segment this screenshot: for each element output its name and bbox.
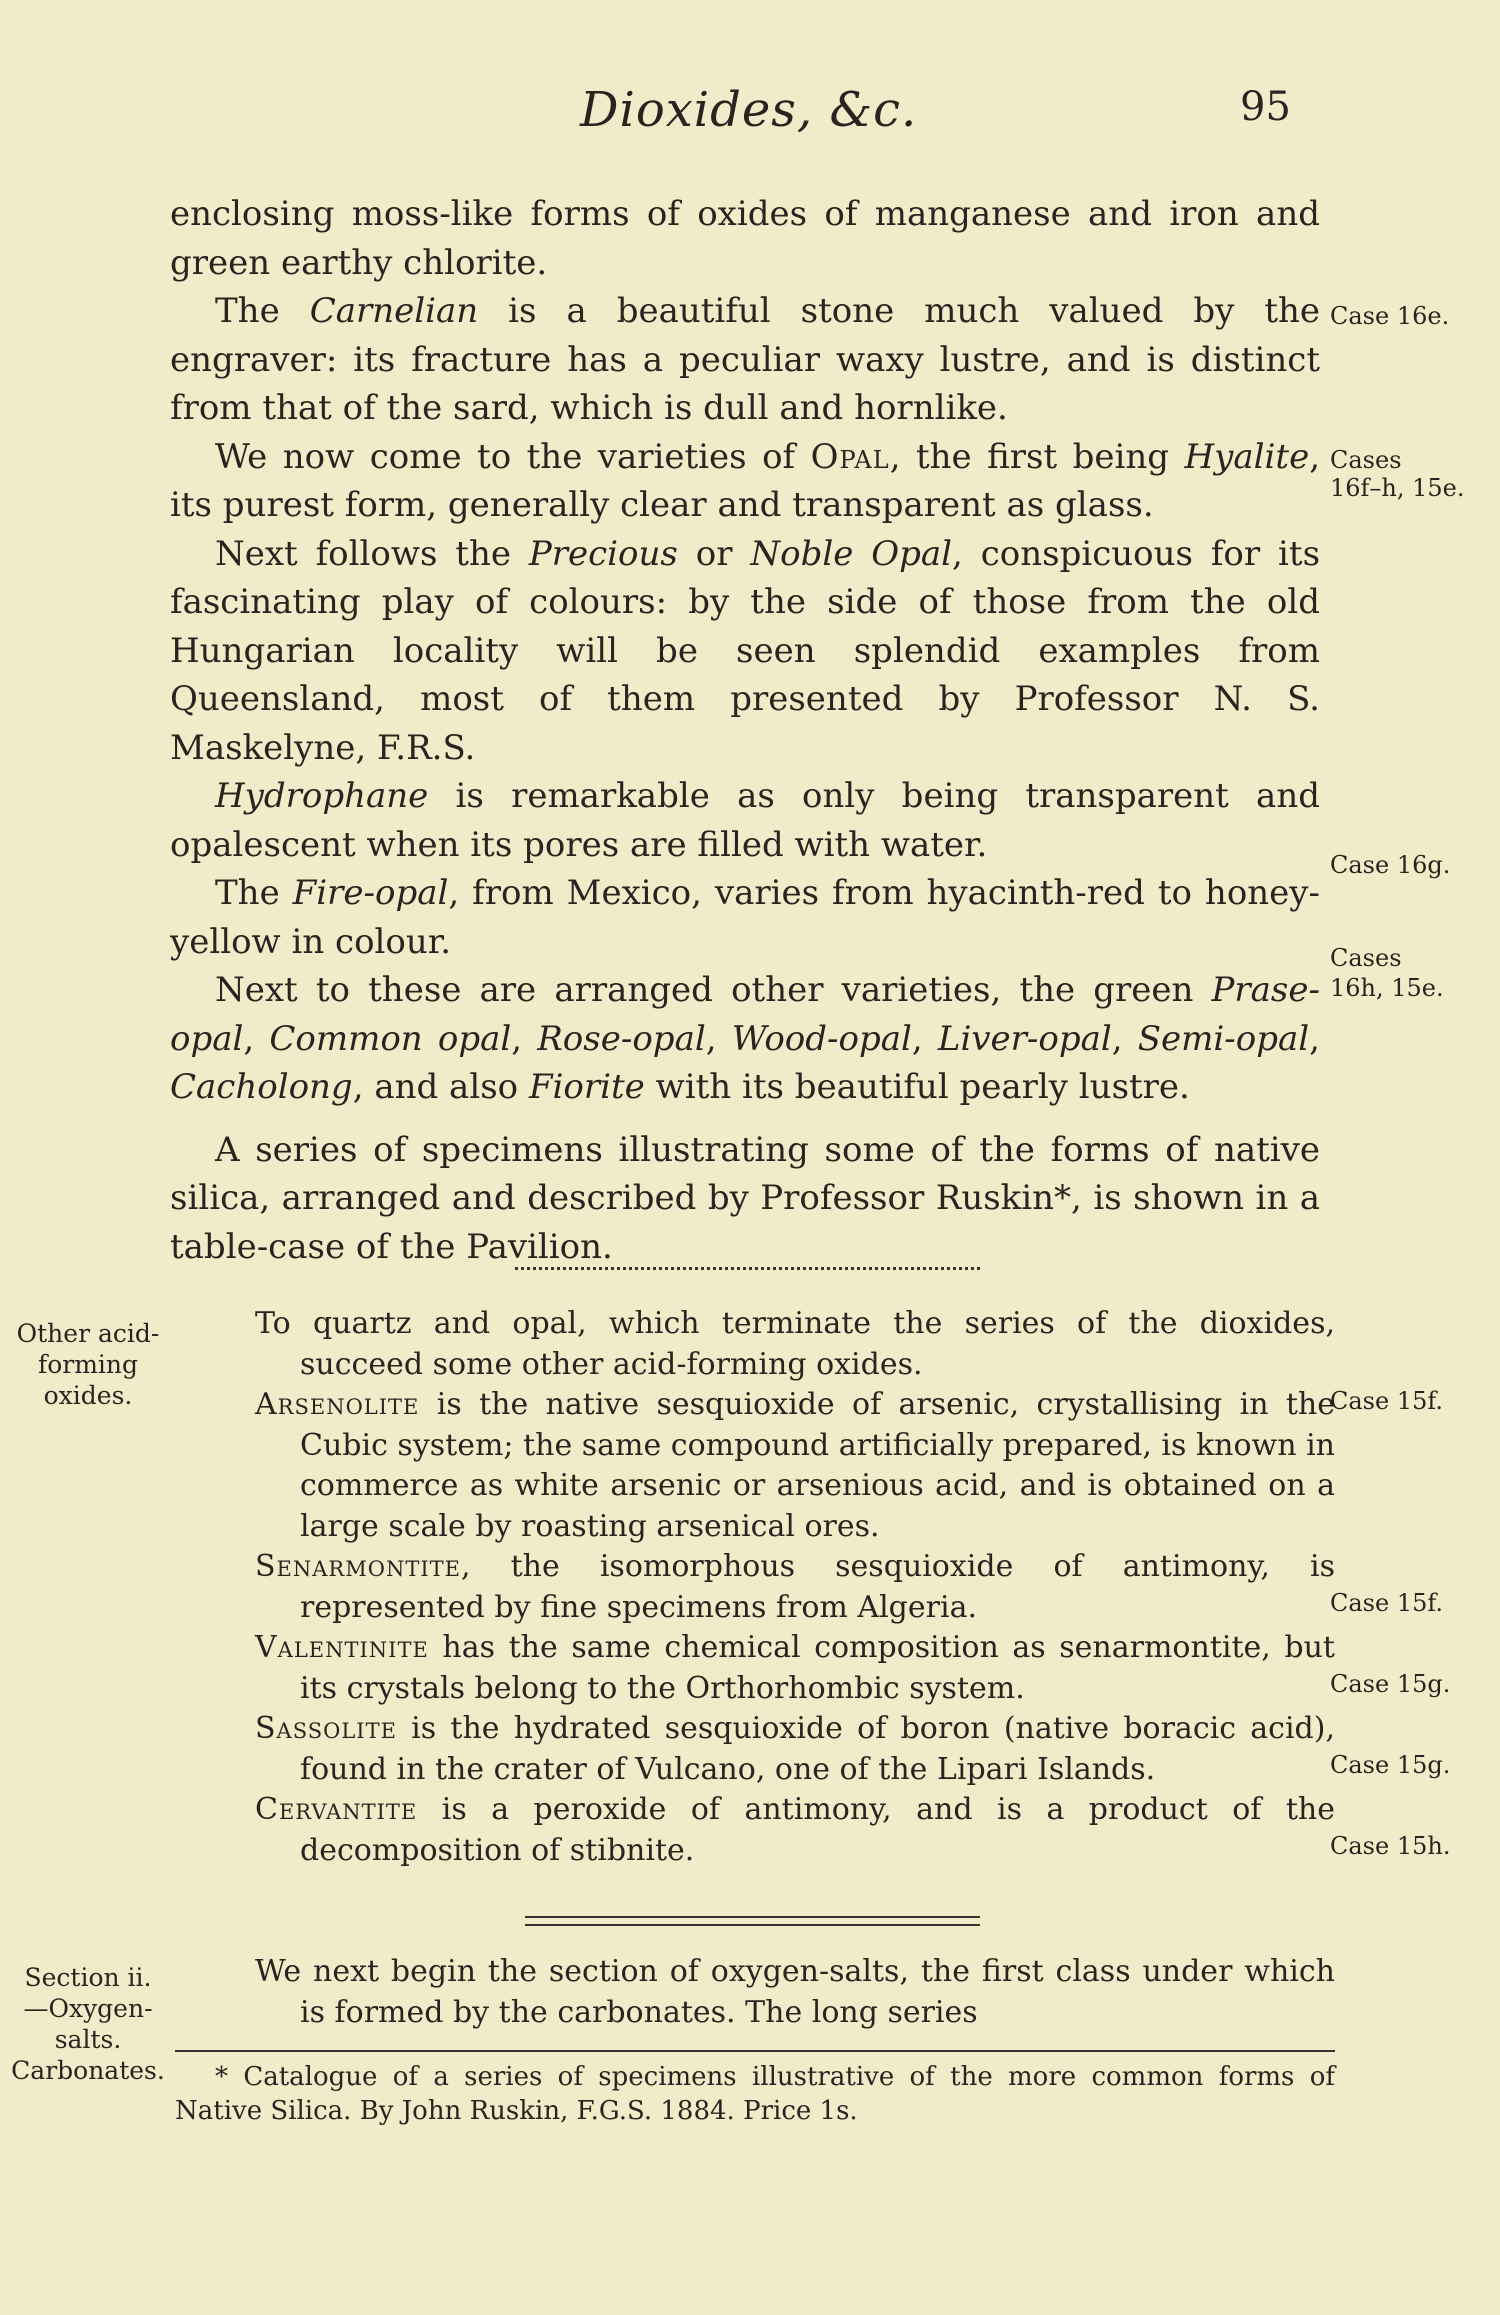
term-hyalite: Hyalite	[1184, 436, 1310, 477]
term-hydrophane: Hydrophane	[215, 776, 429, 816]
term-fire-opal: Fire-opal	[292, 873, 449, 913]
paragraph-fire-opal: The Fire-opal, from Mexico, varies from hyacinth-red to honey-yellow in colour.	[170, 873, 1320, 962]
term-noble-opal: Noble Opal	[750, 533, 953, 574]
paragraph-carnelian: The Carnelian is a beautiful stone much valued by the engraver: its fracture has a peculiar waxy lustre, and is distinct from that of the sard, which is dull and hornlike.	[170, 291, 1320, 428]
margin-case-16e: Case 16e.	[1330, 302, 1450, 330]
term-arsenolite: Arsenolite	[255, 1387, 420, 1422]
margin-cases-16h: 16h, 15e.	[1330, 974, 1444, 1002]
margin-note-acid-oxides: Other acid- forming oxides.	[16, 1319, 160, 1410]
lower-text-block	[255, 1304, 1335, 1871]
margin-case-15f-senarmontite: Case 15f.	[1330, 1589, 1444, 1617]
dotted-divider	[515, 1267, 980, 1270]
page-number: 95	[1240, 84, 1291, 130]
paragraph-precious-opal: Next follows the Precious or Noble Opal, conspicuous for its fascinating play of colours: by the side of those from the old Hungarian locality will be seen splendid examples from Queensland, most of them presented by Professor N. S. Maskelyne, F.R.S.	[170, 533, 1321, 768]
running-title: Dioxides, &c.	[580, 82, 918, 138]
margin-note-section-ii: Section ii. —Oxygen- salts. Carbonates.	[11, 1963, 165, 2085]
margin-case-15h-cervantite: Case 15h.	[1330, 1832, 1451, 1860]
entry-senarmontite: Senarmontite, the isomorphous sesquioxide of antimony, is represented by fine specimens from Algeria.	[255, 1549, 1335, 1625]
margin-cases-16f-h: 16f–h, 15e.	[1330, 474, 1465, 502]
paragraph-acid-oxides-intro: To quartz and opal, which terminate the series of the dioxides, succeed some other acid-forming oxides.	[255, 1306, 1335, 1382]
term-carnelian: Carnelian	[309, 291, 479, 331]
margin-case-16g: Case 16g.	[1330, 851, 1451, 879]
term-precious: Precious	[528, 533, 678, 574]
footnote: * Catalogue of a series of specimens illustrative of the more common forms of Native Silica. By John Ruskin, F.G.S. 1884. Price 1s.	[175, 2062, 1335, 2126]
term-opal: Opal	[810, 436, 890, 477]
margin-case-15f-arsenolite: Case 15f.	[1330, 1387, 1444, 1415]
paragraph-opal: We now come to the varieties of Opal, the first being Hyalite, its purest form, generally clear and transparent as glass.	[170, 436, 1321, 525]
paragraph-ruskin-series: A series of specimens illustrating some of the forms of native silica, arranged and described by Professor Ruskin*, is shown in a table-case of the Pavilion.	[170, 1129, 1320, 1267]
term-valentinite: Valentinite	[255, 1630, 429, 1665]
paragraph-hydrophane: Hydrophane is remarkable as only being transparent and opalescent when its pores are filled with water.	[170, 776, 1320, 865]
entry-arsenolite: Arsenolite is the native sesquioxide of arsenic, crystallising in the Cubic system; the same compound artificially prepared, is known in commerce as white arsenic or arsenious acid, and is obtained on a large scale by roasting arsenical ores.	[255, 1387, 1335, 1544]
entry-cervantite: Cervantite is a peroxide of antimony, and is a product of the decomposition of stibnite.	[255, 1792, 1335, 1868]
margin-cases-16h-label: Cases	[1330, 944, 1402, 972]
oxygen-salts-block	[255, 1952, 1335, 2033]
margin-cases-16f-h-label: Cases	[1330, 446, 1402, 474]
entry-valentinite: Valentinite has the same chemical composition as senarmontite, but its crystals belong to the Orthorhombic system.	[255, 1630, 1335, 1706]
paragraph-oxygen-salts: We next begin the section of oxygen-salts, the first class under which is formed by the carbonates. The long series	[255, 1954, 1335, 2030]
paragraph-other-varieties: Next to these are arranged other varieties, the green Prase-opal, Common opal, Rose-opal, Wood-opal, Liver-opal, Semi-opal, Cacholong, and also Fiorite with its beautiful pearly lustre.	[170, 970, 1320, 1107]
term-senarmontite: Senarmontite	[255, 1549, 461, 1584]
term-sassolite: Sassolite	[255, 1711, 397, 1746]
upper-text-block	[170, 190, 1320, 1271]
term-cervantite: Cervantite	[255, 1792, 418, 1827]
paragraph-continuation: enclosing moss-like forms of oxides of manganese and iron and green earthy chlorite.	[170, 194, 1320, 283]
footnote-rule	[175, 2050, 1335, 2052]
margin-case-15g-valentinite: Case 15g.	[1330, 1670, 1451, 1698]
margin-case-15g-sassolite: Case 15g.	[1330, 1751, 1451, 1779]
entry-sassolite: Sassolite is the hydrated sesquioxide of boron (native boracic acid), found in the crater of Vulcano, one of the Lipari Islands.	[255, 1711, 1335, 1787]
double-rule-divider	[525, 1916, 980, 1926]
